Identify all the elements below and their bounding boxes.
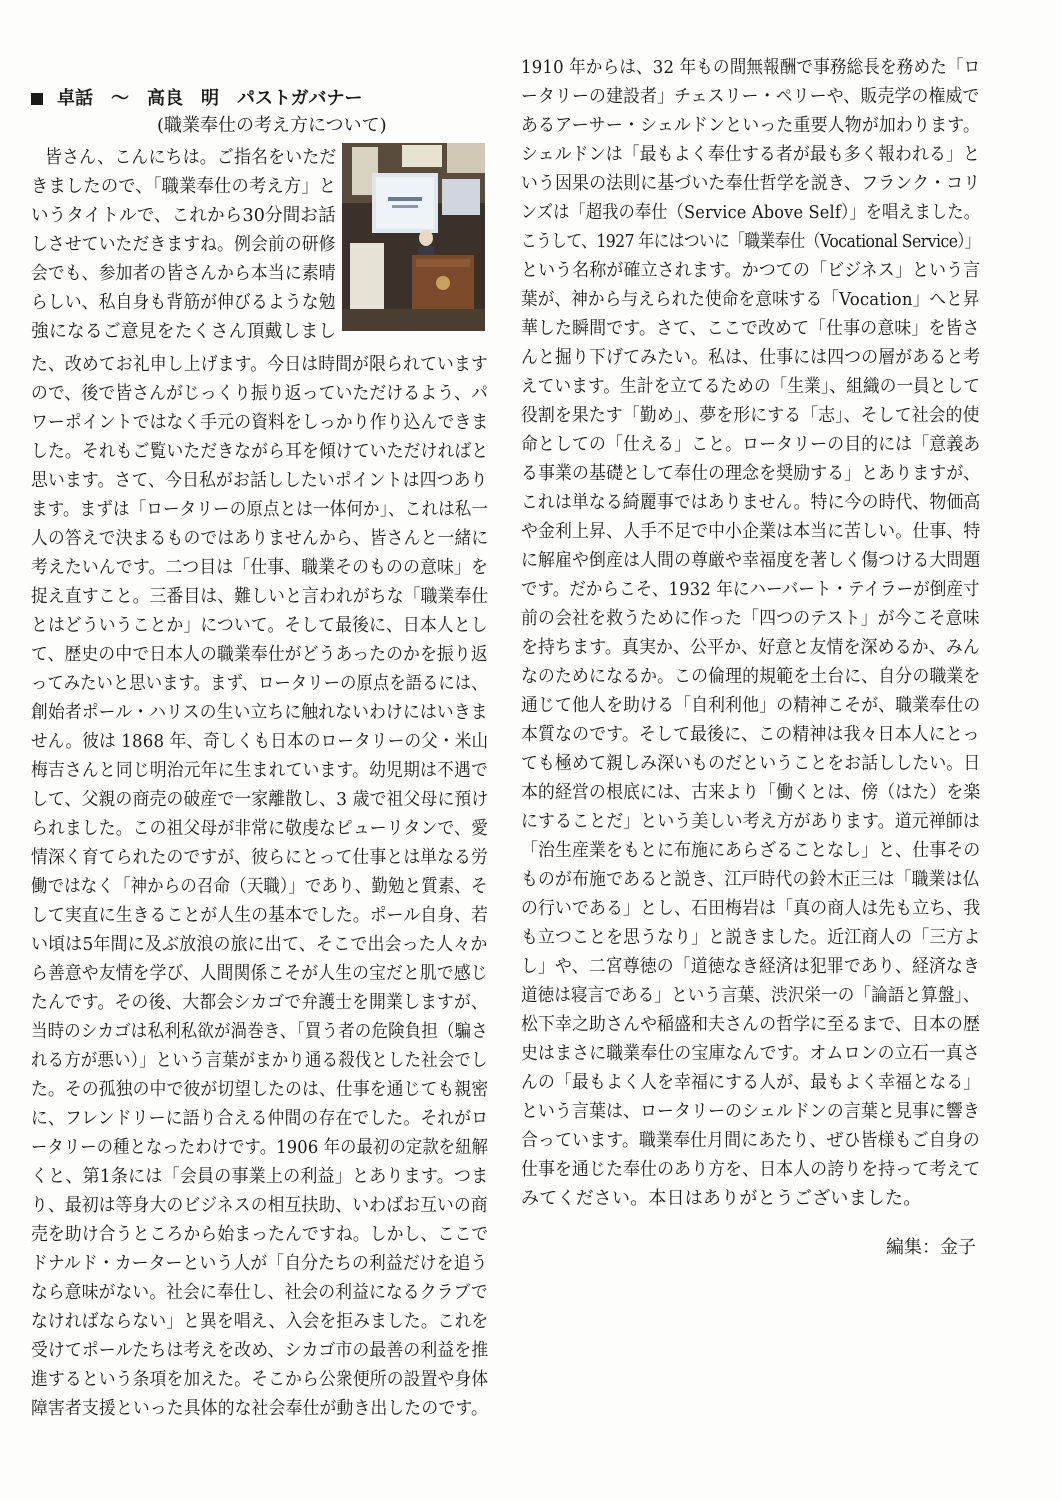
body-line: 梅吉さんと同じ明治元年に生まれています。幼児期は不遇で: [31, 760, 488, 781]
body-line: 道徳は寝言である」という言葉、渋沢栄一の「論語と算盤」、: [521, 985, 980, 1006]
bullet-square-icon: [31, 93, 43, 105]
body-line: くと、第1条には「会員の事業上の利益」とあります。つま: [31, 1166, 489, 1187]
body-line: 進するという条項を加えた。そこから公衆便所の設置や身体: [31, 1369, 489, 1390]
body-line: た。その孤独の中で彼が切望したのは、仕事を通じても親密: [31, 1079, 489, 1100]
body-line: ので、後で皆さんがじっくり振り返っていただけるよう、パ: [31, 383, 489, 404]
body-line: 葉が、神から与えられた使命を意味する「Vocation」へと昇: [521, 289, 980, 310]
body-line: た、改めてお礼申し上げます。今日は時間が限られています: [31, 354, 488, 375]
body-line: し」や、二宮尊徳の「道徳なき経済は犯罪であり、経済なき: [521, 956, 981, 977]
body-line: ら善意や友情を学び、人間関係こそが人生の宝だと肌で感じ: [31, 963, 488, 984]
body-line: や金利上昇、人手不足で中小企業は本当に苦しい。仕事、特: [521, 521, 981, 542]
body-line: きましたので、「職業奉仕の考え方」と: [31, 176, 337, 197]
talk-heading: [31, 88, 362, 110]
body-line: を持ちます。真実か、公平か、好意と友情を深めるか、みん: [521, 637, 980, 658]
body-line: 前の会社を救うために作った「四つのテスト」が今こそ意味: [521, 608, 980, 629]
body-line: ータリーの種となったわけです。1906 年の最初の定款を紐解: [31, 1137, 489, 1158]
body-line: らしい、私自身も背筋が伸びるような勉: [31, 292, 336, 313]
body-line: の行いである」とし、石田梅岩は「真の商人は先も立ち、我: [521, 898, 981, 919]
body-line: あるアーサー・シェルドンといった重要人物が加わります。: [521, 115, 981, 136]
body-line: 皆さん、こんにちは。ご指名をいただ: [45, 147, 337, 168]
body-line: れる方が悪い）」という言葉がまかり通る殺伐とした社会でし: [31, 1050, 488, 1071]
body-line: ものが布施であると説き、江戸時代の鈴木正三は「職業は仏: [521, 869, 980, 890]
body-line: 華した瞬間です。さて、ここで改めて「仕事の意味」を皆さ: [521, 318, 980, 339]
body-line: んと掘り下げてみたい。私は、仕事には四つの層があると考: [521, 347, 981, 368]
body-line: なら意味がない。社会に奉仕し、社会の利益になるクラブで: [31, 1282, 488, 1303]
body-line: り、最初は等身大のビジネスの相互扶助、いわばお互いの商: [31, 1195, 488, 1216]
body-line: ータリーの建設者」チェスリー・ペリーや、販売学の権威で: [521, 86, 980, 107]
body-line: 考えたいんです。二つ目は「仕事、職業そのものの意味」を: [31, 557, 488, 578]
body-line: 通じて他人を助ける「自利利他」の精神こそが、職業奉仕の: [521, 695, 981, 716]
body-line: んの「最もよく人を幸福にする人が、最もよく幸福となる」: [521, 1072, 981, 1093]
body-line: 松下幸之助さんや稲盛和夫さんの哲学に至るまで、日本の歴: [521, 1014, 981, 1035]
speaker-photo-image: [342, 143, 485, 331]
body-line: たんです。その後、大都会シカゴで弁護士を開業しますが、: [31, 992, 488, 1013]
body-line: られました。この祖父母が非常に敬虔なピューリタンで、愛: [31, 818, 489, 839]
body-line: る事業の基礎として奉仕の理念を奨励する」とありますが、: [521, 463, 981, 484]
body-line: 売を助け合うところから始まったんですね。しかし、ここで: [31, 1224, 489, 1245]
body-line: 人の答えで決まるものではありませんから、皆さんと一緒に: [31, 528, 489, 549]
body-line: ます。まずは「ロータリーの原点とは一体何か」、これは私一: [31, 499, 489, 520]
body-line: ても極めて親しみ深いものだということをお話ししたい。日: [521, 753, 981, 774]
body-line: に、フレンドリーに語り合える仲間の存在でした。それがロ: [31, 1108, 489, 1129]
speaker-photo: [342, 143, 485, 331]
body-line: ドナルド・カーターという人が「自分たちの利益だけを追う: [31, 1253, 488, 1274]
body-line: した。それもご覧いただきながら耳を傾けていただければと: [31, 441, 489, 462]
body-line: い頃は5年間に及ぶ放浪の旅に出て、そこで出会った人々か: [31, 934, 488, 955]
body-line: えています。生計を立てるための「生業」、組織の一員として: [521, 376, 981, 397]
body-line: にすることだ」という美しい考え方があります。道元禅師は: [521, 811, 980, 832]
editor-credit: 編集：金子: [886, 1237, 976, 1258]
body-line: なければならない」と異を唱え、入会を拒みました。これを: [31, 1311, 489, 1332]
body-line: こうして、1927 年にはついに「職業奉仕（Vocational Service）」: [521, 231, 980, 252]
body-line: 会でも、参加者の皆さんから本当に素晴: [31, 263, 336, 284]
body-line: 当時のシカゴは私利私欲が渦巻き、「買う者の危険負担（騙さ: [31, 1021, 488, 1042]
talk-subtitle: (職業奉仕の考え方について): [157, 115, 387, 136]
body-line: 強になるご意見をたくさん頂戴しまし: [31, 321, 337, 342]
body-line: て、歴史の中で日本人の職業奉仕がどうあったのかを振り返: [31, 644, 488, 665]
body-line: という言葉は、ロータリーのシェルドンの言葉と見事に響き: [521, 1101, 981, 1122]
body-line: 受けてポールたちは考えを改め、シカゴ市の最善の利益を推: [31, 1340, 489, 1361]
body-line: 捉え直すこと。三番目は、難しいと言われがちな「職業奉仕: [31, 586, 489, 607]
body-line: ンズは「超我の奉仕（Service Above Self）」を唱えました。: [521, 202, 981, 223]
body-line: 仕事を通じた奉仕のあり方を、日本人の誇りを持って考えて: [521, 1159, 981, 1180]
body-line: 障害者支援といった具体的な社会奉仕が動き出したのです。: [31, 1398, 488, 1419]
body-line: 合っています。職業奉仕月間にあたり、ぜひ皆様もご自身の: [521, 1130, 980, 1151]
body-line: 思います。さて、今日私がお話ししたいポイントは四つあり: [31, 470, 488, 491]
body-line: 史はまさに職業奉仕の宝庫なんです。オムロンの立石一真さ: [521, 1043, 980, 1064]
body-line: とはどういうことか」について。そして最後に、日本人とし: [31, 615, 488, 636]
body-line: みてください。本日はありがとうございました。: [521, 1188, 922, 1209]
body-line: 1910 年からは、32 年もの間無報酬で事務総長を務めた「ロ: [521, 57, 981, 78]
body-line: 「治生産業をもとに布施にあらざることなし」と、仕事その: [521, 840, 981, 861]
heading-label: 卓話 ～ 高良 明 パストガバナー: [57, 88, 363, 109]
body-line: いうタイトルで、これから30分間お話: [31, 205, 336, 226]
body-line: 創始者ポール・ハリスの生い立ちに触れないわけにはいきま: [31, 702, 488, 723]
body-line: これは単なる綺麗事ではありません。特に今の時代、物価高: [521, 492, 981, 513]
body-line: しさせていただきますね。例会前の研修: [31, 234, 336, 255]
body-line: なのためになるか。この倫理的規範を土台に、自分の職業を: [521, 666, 981, 687]
body-line: 情深く育てられたのですが、彼らにとって仕事とは単なる労: [31, 847, 489, 868]
body-line: して、父親の商売の破産で一家離散し、3 歳で祖父母に預け: [31, 789, 489, 810]
body-line: シェルドンは「最もよく奉仕する者が最も多く報われる」と: [521, 144, 981, 165]
body-line: ってみたいと思います。まず、ロータリーの原点を語るには、: [31, 673, 488, 694]
body-line: に解雇や倒産は人間の尊厳や幸福度を著しく傷つける大問題: [521, 550, 981, 571]
body-line: 本的経営の根底には、古来より「働くとは、傍（はた）を楽: [521, 782, 981, 803]
body-line: ワーポイントではなく手元の資料をしっかり作り込んできま: [31, 412, 489, 433]
body-line: いう因果の法則に基づいた奉仕哲学を説き、フランク・コリ: [521, 173, 981, 194]
body-line: せん。彼は 1868 年、奇しくも日本のロータリーの父・米山: [31, 731, 489, 752]
body-line: も立つことを思うなり」と説きました。近江商人の「三方よ: [521, 927, 981, 948]
body-line: 本質なのです。そして最後に、この精神は我々日本人にとっ: [521, 724, 980, 745]
body-line: 命としての「仕える」こと。ロータリーの目的には「意義あ: [521, 434, 981, 455]
body-line: して実直に生きることが人生の基本でした。ポール自身、若: [31, 905, 489, 926]
body-line: 役割を果たす「勤め」、夢を形にする「志」、そして社会的使: [521, 405, 980, 426]
body-line: という名称が確立されます。かつての「ビジネス」という言: [521, 260, 981, 281]
body-line: です。だからこそ、1932 年にハーバート・テイラーが倒産寸: [521, 579, 980, 600]
body-line: 働ではなく「神からの召命（天職）」であり、勤勉と質素、そ: [31, 876, 488, 897]
